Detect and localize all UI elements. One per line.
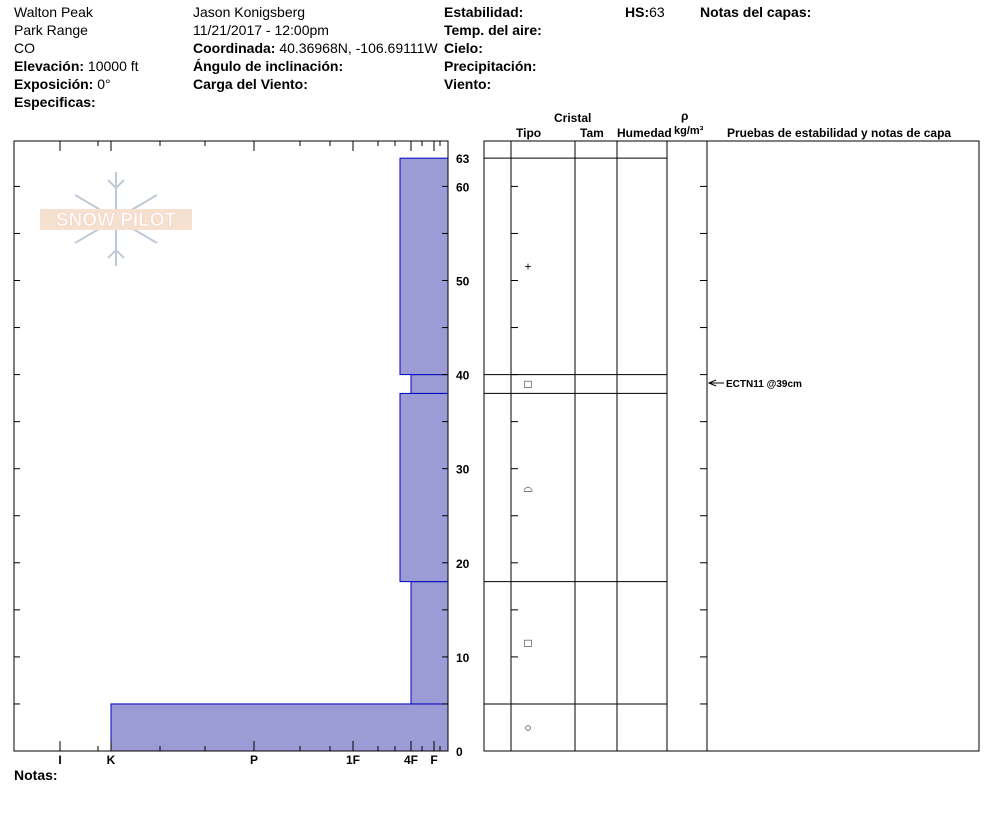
height-tick-label: 60: [456, 180, 470, 195]
coordinate-value: 40.36968N, -106.69111W: [279, 40, 438, 56]
hardness-tick-label: F: [430, 753, 438, 767]
height-tick-label: 10: [456, 650, 470, 665]
specifics-label: Especificas:: [14, 94, 96, 110]
location-name: Walton Peak: [14, 4, 93, 20]
grain-symbol: +: [524, 259, 532, 274]
hardness-bar: [400, 393, 448, 581]
hardness-bar: [411, 375, 448, 394]
hardness-tick-label: 1F: [345, 753, 361, 767]
layer-notes-label: Notas del capas:: [700, 4, 812, 20]
stability-label: Estabilidad:: [444, 4, 524, 20]
rho-header: ρ: [681, 109, 689, 123]
hs-label: HS:: [625, 4, 650, 20]
hardness-bar: [400, 158, 448, 374]
elevation-value: 10000 ft: [87, 58, 139, 74]
hardness-bar: [111, 704, 448, 751]
grain-symbol: ⌓: [523, 480, 533, 495]
grain-symbol: □: [524, 635, 532, 650]
hardness-tick-label: I: [58, 753, 62, 767]
state-name: CO: [14, 40, 35, 56]
elevation-label: Elevación:: [14, 58, 85, 74]
hardness-frame: [14, 141, 448, 751]
hardness-tick-label: K: [106, 753, 116, 767]
air-temp-label: Temp. del aire:: [444, 22, 542, 38]
height-tick-label: 0: [456, 745, 463, 759]
layer-table-columns: [511, 141, 707, 751]
moisture-header: Humedad: [617, 126, 672, 140]
grain-symbol: □: [524, 377, 532, 392]
height-tick-label: 40: [456, 368, 470, 383]
tests-header: Pruebas de estabilidad y notas de capa: [727, 126, 952, 140]
height-axis-labels: [456, 152, 470, 759]
density-unit-header: kg/m³: [674, 125, 704, 137]
hardness-tick-label: 4F: [403, 753, 419, 767]
height-tick-label: 20: [456, 556, 470, 571]
hardness-axis-labels: [58, 753, 437, 767]
hardness-bar: [411, 582, 448, 704]
coordinate-label: Coordinada:: [193, 40, 276, 56]
grain-type-symbols: [523, 259, 533, 734]
wind-load-label: Carga del Viento:: [193, 76, 308, 92]
slope-label: Ángulo de inclinación:: [193, 58, 344, 74]
notes-label: Notas:: [14, 767, 58, 783]
sky-label: Cielo:: [444, 40, 483, 56]
layer-table-frame: [484, 141, 979, 751]
hs-value: 63: [649, 4, 665, 20]
wind-label: Viento:: [444, 76, 492, 92]
size-header: Tam: [580, 126, 604, 140]
height-tick-label: 30: [456, 462, 470, 477]
stability-test-label: ECTN11 @39cm: [726, 379, 802, 391]
stability-test-annotations: [709, 379, 802, 390]
aspect-value: 0°: [97, 76, 111, 92]
aspect-label: Exposición:: [14, 76, 94, 92]
hardness-tick-label: P: [249, 753, 259, 767]
observation-datetime: 11/21/2017 - 12:00pm: [193, 22, 329, 38]
table-ticks: [511, 186, 707, 704]
snowpilot-logo: [40, 172, 192, 266]
logo-text: SNOW PILOT: [55, 210, 177, 231]
precip-label: Precipitación:: [444, 58, 537, 74]
type-header: Tipo: [516, 126, 542, 140]
hardness-profile: [111, 158, 448, 751]
crystal-header: Cristal: [554, 111, 592, 125]
height-tick-label: 50: [456, 274, 470, 289]
hardness-axis-ticks: [14, 141, 448, 751]
observer-name: Jason Konigsberg: [193, 4, 306, 20]
grain-symbol: ○: [524, 720, 532, 735]
range-name: Park Range: [14, 22, 88, 38]
height-tick-label: 63: [456, 152, 470, 167]
